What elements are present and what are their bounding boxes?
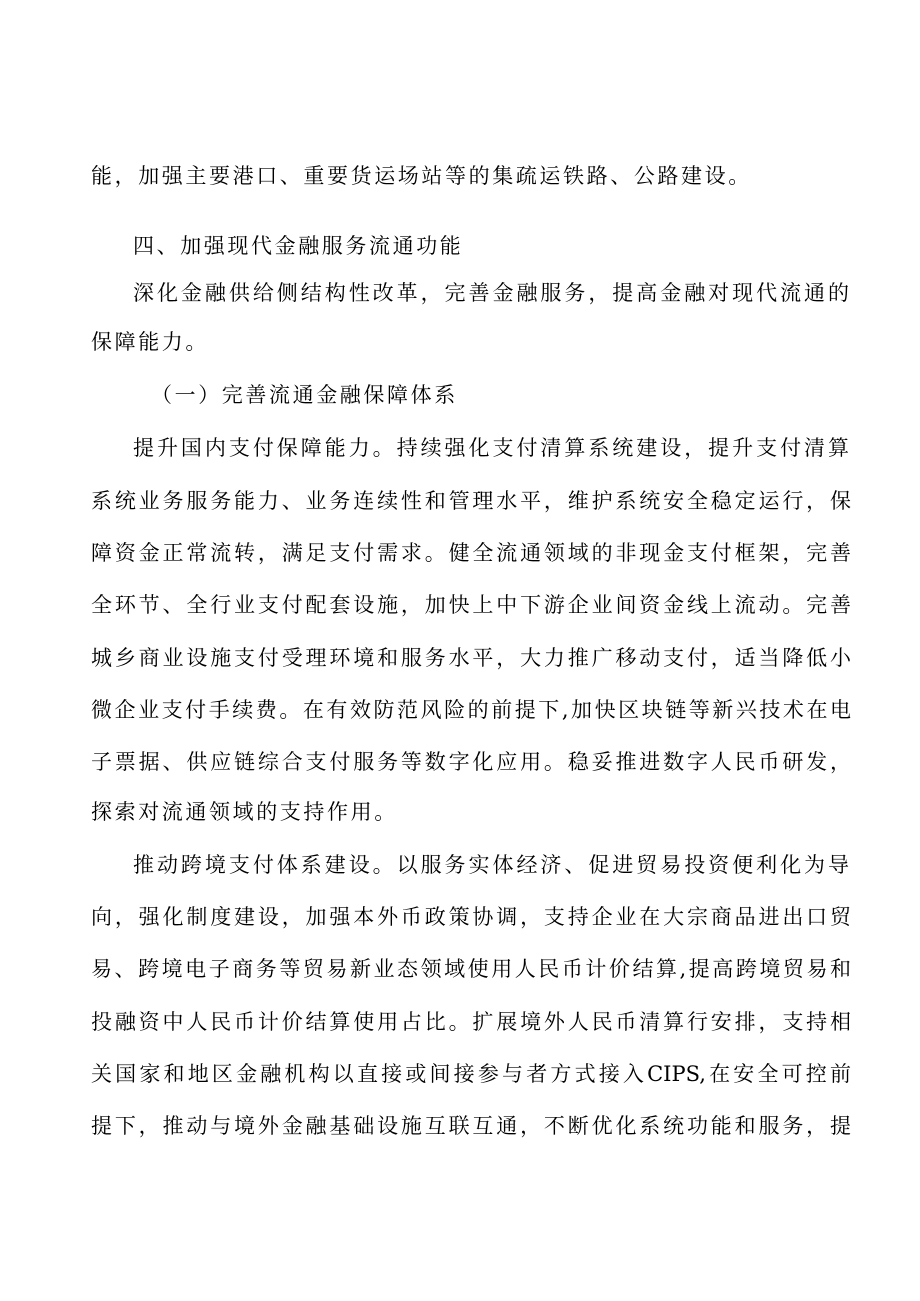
paragraph-line: 微企业支付手续费。在有效防范风险的前提下,加快区块链等新兴技术在电 (91, 698, 851, 722)
paragraph-line: 投融资中人民币计价结算使用占比。扩展境外人民币清算行安排，支持相 (91, 1010, 851, 1034)
subsection-heading: （一）完善流通金融保障体系 (151, 383, 458, 407)
paragraph-line: 易、跨境电子商务等贸易新业态领域使用人民币计价结算,提高跨境贸易和 (91, 957, 851, 981)
paragraph-line: 深化金融供给侧结构性改革，完善金融服务，提高金融对现代流通的 (133, 281, 849, 305)
paragraph-line: 城乡商业设施支付受理环境和服务水平，大力推广移动支付，适当降低小 (91, 646, 851, 670)
paragraph-line: 保障能力。 (91, 330, 209, 354)
paragraph-line: 探索对流通领域的支持作用。 (91, 800, 398, 824)
paragraph-line: 全环节、全行业支付配套设施，加快上中下游企业间资金线上流动。完善 (91, 593, 851, 617)
paragraph-line: 推动跨境支付体系建设。以服务实体经济、促进贸易投资便利化为导 (133, 853, 849, 877)
section-heading: 四、加强现代金融服务流通功能 (133, 234, 464, 258)
paragraph-line: 关国家和地区金融机构以直接或间接参与者方式接入CIPS,在安全可控前 (91, 1062, 851, 1086)
paragraph-line: 子票据、供应链综合支付服务等数字化应用。稳妥推进数字人民币研发， (91, 750, 851, 774)
text-line: 能，加强主要港口、重要货运场站等的集疏运铁路、公路建设。 (91, 164, 752, 188)
paragraph-line: 向，强化制度建设，加强本外币政策协调，支持企业在大宗商品进出口贸 (91, 905, 851, 929)
paragraph-line: 系统业务服务能力、业务连续性和管理水平，维护系统安全稳定运行，保 (91, 489, 851, 513)
paragraph-line: 障资金正常流转，满足支付需求。健全流通领域的非现金支付框架，完善 (91, 541, 851, 565)
paragraph-line: 提升国内支付保障能力。持续强化支付清算系统建设，提升支付清算 (133, 436, 849, 460)
paragraph-line: 提下，推动与境外金融基础设施互联互通，不断优化系统功能和服务，提 (91, 1114, 851, 1138)
